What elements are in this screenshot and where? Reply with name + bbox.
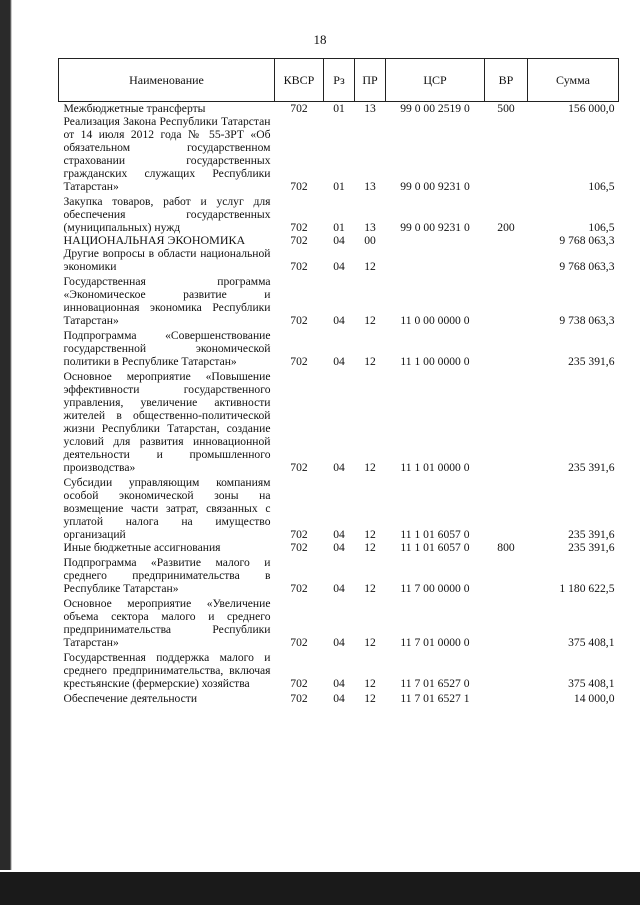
table-row xyxy=(59,651,619,690)
cell-vr xyxy=(485,247,528,273)
cell-vr xyxy=(485,370,528,474)
cell-pr: 13 xyxy=(364,102,376,115)
cell-sum: 1 180 622,5 xyxy=(559,582,615,595)
cell-name: Подпрограмма «Развитие малого и среднего предпринимательства в Республике Татарстан» xyxy=(63,556,271,595)
header-sum: Сумма xyxy=(528,59,619,102)
cell-csr: 99 0 00 9231 0 xyxy=(400,180,470,193)
cell-csr: 11 7 01 0000 0 xyxy=(400,636,470,649)
cell-kvsr: 702 xyxy=(290,355,308,368)
table-header-row xyxy=(59,59,619,102)
cell-rz: 01 xyxy=(333,102,345,115)
cell-csr xyxy=(386,234,485,247)
cell-sum: 9 738 063,3 xyxy=(559,314,615,327)
cell-kvsr: 702 xyxy=(290,636,308,649)
cell-pr: 13 xyxy=(364,180,376,193)
header-csr: ЦСР xyxy=(386,59,485,102)
cell-rz: 04 xyxy=(333,314,345,327)
cell-vr: 500 xyxy=(497,102,515,115)
table-row xyxy=(59,115,619,193)
cell-rz: 01 xyxy=(333,221,345,234)
cell-rz: 04 xyxy=(333,528,345,541)
cell-name: Реализация Закона Республики Татарстан от 14 июля 2012 года № 55-ЗРТ «Об обязательном государственном страховании государственных гражданских служащих Республики Татарстан» xyxy=(63,115,271,193)
cell-kvsr: 702 xyxy=(290,461,308,474)
cell-vr xyxy=(485,476,528,541)
cell-vr xyxy=(485,115,528,193)
cell-kvsr: 702 xyxy=(290,180,308,193)
cell-pr: 12 xyxy=(364,677,376,690)
cell-name: Межбюджетные трансферты xyxy=(63,102,206,115)
cell-vr xyxy=(485,651,528,690)
cell-csr: 11 7 01 6527 0 xyxy=(400,677,470,690)
cell-name: Иные бюджетные ассигнования xyxy=(63,541,221,554)
cell-csr: 99 0 00 9231 0 xyxy=(400,221,470,234)
cell-pr: 12 xyxy=(364,692,376,705)
cell-rz: 04 xyxy=(333,355,345,368)
cell-pr: 12 xyxy=(364,461,376,474)
cell-sum: 235 391,6 xyxy=(568,528,615,541)
cell-kvsr: 702 xyxy=(290,314,308,327)
cell-csr: 11 7 00 0000 0 xyxy=(400,582,470,595)
cell-kvsr: 702 xyxy=(290,541,308,554)
table-row xyxy=(59,370,619,474)
budget-table-container xyxy=(58,58,618,705)
scan-edge-left xyxy=(0,0,12,870)
cell-sum: 235 391,6 xyxy=(568,541,615,554)
table-row xyxy=(59,195,619,234)
cell-rz: 04 xyxy=(333,541,345,554)
cell-name: Государственная поддержка малого и среднего предпринимательства, включая крестьянские (фермерские) хозяйства xyxy=(63,651,271,690)
table-row xyxy=(59,247,619,273)
cell-name: НАЦИОНАЛЬНАЯ ЭКОНОМИКА xyxy=(63,233,246,247)
cell-vr xyxy=(485,692,528,705)
table-row xyxy=(59,329,619,368)
cell-pr: 12 xyxy=(364,314,376,327)
cell-rz: 04 xyxy=(333,636,345,649)
cell-name: Субсидии управляющим компаниям особой экономической зоны на возмещение части затрат, связанных с уплатой налога на имущество организаций xyxy=(63,476,271,541)
cell-vr xyxy=(485,556,528,595)
budget-table xyxy=(58,58,619,705)
cell-kvsr: 702 xyxy=(290,221,308,234)
cell-name: Подпрограмма «Совершенствование государственной экономической политики в Республике Татарстан» xyxy=(63,329,271,368)
cell-name: Основное мероприятие «Увеличение объема сектора малого и среднего предпринимательства Республики Татарстан» xyxy=(63,597,271,649)
table-row xyxy=(59,234,619,247)
cell-pr: 12 xyxy=(364,541,376,554)
cell-csr: 11 7 01 6527 1 xyxy=(400,692,470,705)
cell-vr: 800 xyxy=(497,541,515,554)
cell-kvsr: 702 xyxy=(290,528,308,541)
header-vr: ВР xyxy=(485,59,528,102)
cell-kvsr: 702 xyxy=(290,582,308,595)
cell-csr: 11 1 01 6057 0 xyxy=(400,528,470,541)
cell-kvsr: 702 xyxy=(290,677,308,690)
cell-rz: 01 xyxy=(333,180,345,193)
cell-sum: 9 768 063,3 xyxy=(559,260,615,273)
header-pr: ПР xyxy=(355,59,386,102)
cell-rz: 04 xyxy=(333,582,345,595)
cell-vr xyxy=(485,597,528,649)
table-row xyxy=(59,597,619,649)
table-row xyxy=(59,275,619,327)
cell-kvsr: 702 xyxy=(290,260,308,273)
cell-csr: 11 1 01 6057 0 xyxy=(400,541,470,554)
cell-rz: 04 xyxy=(333,692,345,705)
cell-rz: 04 xyxy=(333,234,345,247)
cell-name: Основное мероприятие «Повышение эффективности государственного управления, увеличение активности жителей в общественно-политической жизни Республики Татарстан, создание условий для развития инновационной деятельности и промышленного производства» xyxy=(63,370,271,474)
cell-vr xyxy=(485,329,528,368)
cell-pr: 12 xyxy=(364,260,376,273)
header-kvsr: КВСР xyxy=(275,59,324,102)
cell-kvsr: 702 xyxy=(290,234,308,247)
cell-rz: 04 xyxy=(333,461,345,474)
cell-csr: 11 0 00 0000 0 xyxy=(400,314,470,327)
cell-csr: 11 1 00 0000 0 xyxy=(400,355,470,368)
cell-sum: 9 768 063,3 xyxy=(559,234,615,247)
cell-name: Государственная программа «Экономическое развитие и инновационная экономика Республики Татарстан» xyxy=(63,275,271,327)
cell-csr: 99 0 00 2519 0 xyxy=(400,102,470,115)
page-number: 18 xyxy=(313,32,327,47)
table-row xyxy=(59,541,619,554)
cell-pr: 12 xyxy=(364,528,376,541)
cell-csr: 11 1 01 0000 0 xyxy=(400,461,470,474)
cell-name: Другие вопросы в области национальной экономики xyxy=(63,247,271,273)
cell-sum: 14 000,0 xyxy=(573,692,615,705)
cell-vr: 200 xyxy=(497,221,515,234)
cell-pr: 12 xyxy=(364,636,376,649)
cell-vr xyxy=(485,234,528,247)
cell-sum: 106,5 xyxy=(588,221,615,234)
table-row xyxy=(59,476,619,541)
cell-pr: 00 xyxy=(364,234,376,247)
cell-rz: 04 xyxy=(333,260,345,273)
cell-rz: 04 xyxy=(333,677,345,690)
cell-kvsr: 702 xyxy=(290,102,308,115)
table-row xyxy=(59,102,619,116)
cell-sum: 106,5 xyxy=(588,180,615,193)
cell-sum: 235 391,6 xyxy=(568,355,615,368)
cell-pr: 13 xyxy=(364,221,376,234)
table-row xyxy=(59,692,619,705)
cell-csr xyxy=(386,247,485,273)
cell-sum: 375 408,1 xyxy=(568,636,615,649)
scan-edge-bottom xyxy=(0,872,640,905)
cell-pr: 12 xyxy=(364,355,376,368)
cell-kvsr: 702 xyxy=(290,692,308,705)
table-row xyxy=(59,556,619,595)
cell-sum: 156 000,0 xyxy=(568,102,615,115)
cell-sum: 375 408,1 xyxy=(568,677,615,690)
table-body xyxy=(59,102,619,706)
cell-name: Обеспечение деятельности xyxy=(63,692,198,705)
cell-name: Закупка товаров, работ и услуг для обеспечения государственных (муниципальных) нужд xyxy=(63,195,271,234)
cell-vr xyxy=(485,275,528,327)
cell-sum: 235 391,6 xyxy=(568,461,615,474)
cell-pr: 12 xyxy=(364,582,376,595)
header-name: Наименование xyxy=(59,59,275,102)
header-rz: Рз xyxy=(324,59,355,102)
